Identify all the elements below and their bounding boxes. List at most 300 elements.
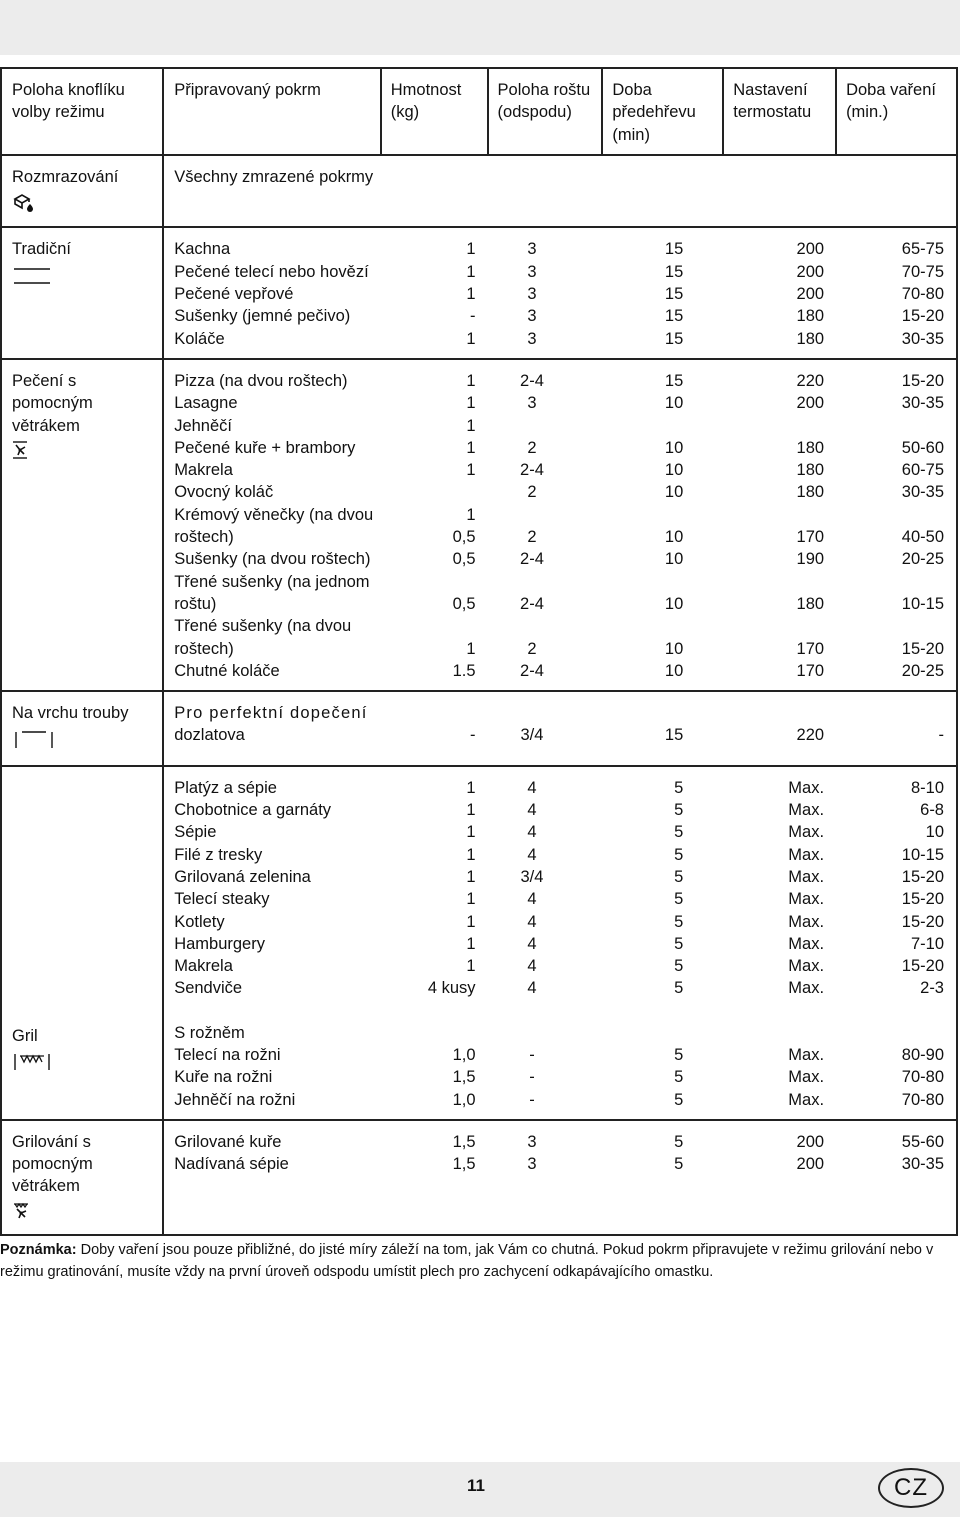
weight-line: 1	[466, 262, 476, 281]
time-line: 30-35	[901, 394, 944, 413]
thermo-line: 180	[796, 594, 825, 613]
time-line: 10-15	[901, 594, 944, 613]
food-line: Třené sušenky (na dvou	[174, 617, 352, 636]
mode-row	[1, 691, 957, 766]
weight-line	[381, 571, 488, 593]
food-line: Kachna	[174, 240, 231, 259]
food-line: Telecí steaky	[174, 890, 270, 909]
food-line: Grilovaná zelenina	[174, 867, 311, 886]
time-line: 15-20	[901, 890, 944, 909]
food-line: Pečené kuře + brambory	[174, 438, 356, 457]
weight-line: -	[470, 726, 476, 745]
weight-line: 1	[466, 957, 476, 976]
weight-line: 1	[466, 240, 476, 259]
spit-title: S rožněm	[174, 1023, 245, 1042]
food-line: Koláče	[174, 329, 225, 348]
preheat-line: 5	[674, 1155, 684, 1174]
rack-line	[498, 571, 593, 593]
time-line: 40-50	[901, 528, 944, 547]
preheat-line	[612, 571, 713, 593]
rack-line: 2	[527, 528, 537, 547]
time-line: 30-35	[901, 483, 944, 502]
weight-cell	[381, 1120, 488, 1235]
time-line	[846, 615, 944, 637]
food-line: Třené sušenky (na jednom	[174, 572, 370, 591]
mode-cell	[1, 691, 163, 766]
rack-line: 4	[527, 890, 537, 909]
rack-line: 4	[527, 778, 537, 797]
thermo-line	[733, 571, 826, 593]
thermo-line: Max.	[788, 867, 825, 886]
food-line: Lasagne	[174, 394, 238, 413]
rack-cell	[488, 227, 603, 358]
food-cell	[163, 359, 381, 691]
fan-grill-icon	[12, 1202, 152, 1226]
rack-line: 4	[527, 957, 537, 976]
time-line	[846, 166, 944, 188]
mode-row	[1, 359, 957, 691]
preheat-line: 10	[664, 394, 684, 413]
weight-line: 1	[466, 329, 476, 348]
rack-line: 2	[527, 639, 537, 658]
weight-cell	[381, 227, 488, 358]
rack-line: 3/4	[520, 726, 544, 745]
note	[0, 1240, 958, 1283]
weight-line: 1,5	[452, 1068, 476, 1087]
weight-line: -	[470, 307, 476, 326]
rack-line	[498, 504, 593, 526]
mode-row	[1, 1120, 957, 1235]
food-line: Jehněčí	[174, 416, 232, 435]
preheat-line: 5	[674, 934, 684, 953]
thermo-line: 170	[796, 528, 825, 547]
rack-line: 2-4	[520, 550, 544, 569]
time-line: 15-20	[901, 867, 944, 886]
time-line: 8-10	[910, 778, 944, 797]
top-heat-icon	[12, 728, 152, 756]
rack-cell	[488, 691, 603, 766]
preheat-line: 5	[674, 1045, 684, 1064]
weight-line: 1	[466, 416, 476, 435]
rack-line: 4	[527, 845, 537, 864]
preheat-line: 5	[674, 845, 684, 864]
preheat-line: 10	[664, 594, 684, 613]
rack-line: 2	[527, 438, 537, 457]
food-line: Filé z tresky	[174, 845, 263, 864]
food-line: Jehněčí na rožni	[174, 1090, 296, 1109]
header-thermostat: Nastavení termostatu	[723, 68, 836, 155]
weight-line: 1	[466, 778, 476, 797]
mode-name: Pečení s pomocným větrákem	[12, 371, 93, 435]
time-line: 20-25	[901, 661, 944, 680]
mode-cell	[1, 1120, 163, 1235]
time-line: 50-60	[901, 438, 944, 457]
thermo-cell	[723, 359, 836, 691]
spacer-line	[612, 1022, 713, 1044]
preheat-line: 15	[664, 307, 684, 326]
rack-line: 4	[527, 934, 537, 953]
food-line: Pečené vepřové	[174, 285, 294, 304]
time-line: 60-75	[901, 461, 944, 480]
rack-line: 3	[527, 240, 537, 259]
thermo-line: 200	[796, 394, 825, 413]
weight-cell	[381, 766, 488, 1120]
time-line: 10	[925, 823, 944, 842]
rack-line: 4	[527, 912, 537, 931]
thermo-line: 170	[796, 661, 825, 680]
thermo-line: 180	[796, 329, 825, 348]
thermo-cell	[723, 227, 836, 358]
weight-line: 1.5	[452, 661, 476, 680]
preheat-cell	[602, 227, 723, 358]
thermo-cell	[723, 155, 836, 228]
preheat-cell	[602, 691, 723, 766]
preheat-line: 10	[664, 550, 684, 569]
mode-name: Rozmrazování	[12, 167, 119, 186]
mode-row	[1, 766, 957, 1120]
mode-cell	[1, 155, 163, 228]
time-line: 65-75	[901, 240, 944, 259]
food-line: Sušenky (na dvou roštech)	[174, 550, 371, 569]
thermo-line: 180	[796, 461, 825, 480]
weight-line: 0,5	[452, 550, 476, 569]
weight-line: 1	[466, 823, 476, 842]
thermo-line	[733, 615, 826, 637]
preheat-line	[612, 702, 713, 724]
rack-line: 4	[527, 979, 537, 998]
language-badge: CZ	[878, 1468, 944, 1508]
food-line: Sušenky (jemné pečivo)	[174, 307, 351, 326]
header-rack: Poloha roštu (odspodu)	[488, 68, 603, 155]
weight-line: 1	[466, 845, 476, 864]
grill-icon	[12, 1051, 152, 1079]
time-line: 15-20	[901, 371, 944, 390]
food-line: Makrela	[174, 461, 233, 480]
food-line: Pizza (na dvou roštech)	[174, 371, 348, 390]
header-weight: Hmotnost (kg)	[381, 68, 488, 155]
time-line: -	[938, 726, 944, 745]
thermo-line: Max.	[788, 778, 825, 797]
time-line	[846, 415, 944, 437]
food-cell	[163, 155, 381, 228]
thermo-cell	[723, 1120, 836, 1235]
food-line: Platýz a sépie	[174, 778, 277, 797]
top-band	[0, 0, 960, 55]
time-line: 10-15	[901, 845, 944, 864]
food-line: Kuře na rožni	[174, 1068, 273, 1087]
thermo-line: 190	[796, 550, 825, 569]
rack-line: 2-4	[520, 461, 544, 480]
thermo-line: 200	[796, 262, 825, 281]
preheat-line: 10	[664, 483, 684, 502]
preheat-line: 15	[664, 285, 684, 304]
time-line: 70-80	[901, 1068, 944, 1087]
time-line: 30-35	[901, 329, 944, 348]
time-line: 7-10	[910, 934, 944, 953]
rack-line: -	[529, 1068, 535, 1087]
time-cell	[836, 155, 957, 228]
weight-line: 1	[466, 371, 476, 390]
rack-line: 3	[527, 1132, 537, 1151]
food-line: roštech)	[174, 528, 234, 547]
weight-line: 1,5	[452, 1132, 476, 1151]
rack-cell	[488, 359, 603, 691]
thermo-line	[733, 702, 826, 724]
thermo-line	[733, 166, 826, 188]
thermo-line: Max.	[788, 934, 825, 953]
rack-cell	[488, 766, 603, 1120]
food-line: Pečené telecí nebo hovězí	[174, 262, 369, 281]
mode-cell	[1, 227, 163, 358]
thermo-line: 200	[796, 1155, 825, 1174]
defrost-icon	[12, 192, 152, 218]
rack-line: 3	[527, 262, 537, 281]
header-time: Doba vaření (min.)	[836, 68, 957, 155]
fan-bake-icon	[12, 441, 152, 465]
header-food: Připravovaný pokrm	[163, 68, 381, 155]
thermo-line: 180	[796, 438, 825, 457]
preheat-line: 5	[674, 890, 684, 909]
food-line: roštech)	[174, 639, 234, 658]
weight-line: 1,5	[452, 1155, 476, 1174]
rack-line: 2	[527, 483, 537, 502]
thermo-line	[733, 415, 826, 437]
time-cell	[836, 691, 957, 766]
food-line: Chobotnice a garnáty	[174, 801, 332, 820]
time-line: 70-80	[901, 1090, 944, 1109]
rack-line: -	[529, 1090, 535, 1109]
weight-cell	[381, 155, 488, 228]
weight-line: 1	[466, 285, 476, 304]
preheat-line: 10	[664, 661, 684, 680]
page-number: 11	[467, 1476, 485, 1495]
time-line: 2-3	[920, 979, 944, 998]
preheat-line: 5	[674, 823, 684, 842]
preheat-line: 10	[664, 438, 684, 457]
weight-line: 0,5	[452, 528, 476, 547]
rack-line	[498, 415, 593, 437]
food-line: Pro perfektní dopečení	[174, 704, 368, 723]
time-cell	[836, 359, 957, 691]
food-line: dozlatova	[174, 726, 245, 745]
preheat-line: 15	[664, 726, 684, 745]
thermo-line: 220	[796, 371, 825, 390]
rack-line: 3	[527, 1155, 537, 1174]
preheat-line	[612, 415, 713, 437]
thermo-line: 200	[796, 1132, 825, 1151]
preheat-line: 5	[674, 1132, 684, 1151]
time-line: 70-80	[901, 285, 944, 304]
time-line: 15-20	[901, 912, 944, 931]
food-line: Grilované kuře	[174, 1132, 282, 1151]
thermo-line: Max.	[788, 1045, 825, 1064]
time-line: 30-35	[901, 1155, 944, 1174]
weight-line	[381, 702, 488, 724]
food-line: Makrela	[174, 957, 233, 976]
thermo-line: Max.	[788, 1090, 825, 1109]
weight-line: 1	[466, 438, 476, 457]
mode-name: Na vrchu trouby	[12, 704, 129, 723]
cooking-table	[0, 67, 958, 1236]
preheat-line: 10	[664, 639, 684, 658]
weight-line: 1	[466, 890, 476, 909]
preheat-line: 5	[674, 867, 684, 886]
rack-line: -	[529, 1045, 535, 1064]
food-line: Sépie	[174, 823, 217, 842]
weight-line: 1	[466, 912, 476, 931]
thermo-line: Max.	[788, 1068, 825, 1087]
preheat-line: 5	[674, 1068, 684, 1087]
thermo-line: Max.	[788, 912, 825, 931]
traditional-icon	[12, 265, 152, 293]
spacer-line	[498, 1022, 593, 1044]
rack-line: 4	[527, 801, 537, 820]
preheat-line: 10	[664, 528, 684, 547]
rack-line	[498, 615, 593, 637]
weight-cell	[381, 691, 488, 766]
food-line: Telecí na rožni	[174, 1045, 281, 1064]
preheat-line: 15	[664, 240, 684, 259]
time-line	[846, 504, 944, 526]
rack-line: 2-4	[520, 661, 544, 680]
weight-line	[381, 166, 488, 188]
time-line: 70-75	[901, 262, 944, 281]
rack-line: 2-4	[520, 371, 544, 390]
rack-line: 3	[527, 307, 537, 326]
thermo-line: 170	[796, 639, 825, 658]
food-cell	[163, 766, 381, 1120]
weight-cell	[381, 359, 488, 691]
food-line: Nadívaná sépie	[174, 1155, 289, 1174]
preheat-line: 15	[664, 371, 684, 390]
rack-line: 2-4	[520, 594, 544, 613]
weight-line: 1	[466, 801, 476, 820]
preheat-line: 10	[664, 461, 684, 480]
thermo-line: 180	[796, 483, 825, 502]
mode-row	[1, 155, 957, 228]
mode-cell	[1, 359, 163, 691]
thermo-line	[733, 504, 826, 526]
food-line: Hamburgery	[174, 934, 265, 953]
spacer-line	[846, 1022, 944, 1044]
thermo-line: 220	[796, 726, 825, 745]
preheat-line: 5	[674, 778, 684, 797]
thermo-line: Max.	[788, 890, 825, 909]
weight-line: 1,0	[452, 1045, 476, 1064]
spacer-line	[381, 1022, 488, 1044]
time-cell	[836, 227, 957, 358]
thermo-line: 180	[796, 307, 825, 326]
preheat-line: 15	[664, 262, 684, 281]
preheat-line: 5	[674, 912, 684, 931]
preheat-cell	[602, 155, 723, 228]
weight-line: 0,5	[452, 594, 476, 613]
time-cell	[836, 1120, 957, 1235]
time-line: 55-60	[901, 1132, 944, 1151]
weight-line: 1	[466, 934, 476, 953]
thermo-line: Max.	[788, 845, 825, 864]
weight-line: 1	[466, 505, 476, 524]
preheat-line: 5	[674, 801, 684, 820]
food-cell	[163, 227, 381, 358]
weight-line: 1	[466, 867, 476, 886]
thermo-line: Max.	[788, 801, 825, 820]
rack-line	[498, 166, 593, 188]
rack-line: 3/4	[520, 867, 544, 886]
rack-line: 3	[527, 329, 537, 348]
preheat-cell	[602, 359, 723, 691]
time-line	[846, 702, 944, 724]
weight-line: 4 kusy	[427, 979, 476, 998]
thermo-line: 200	[796, 285, 825, 304]
preheat-line: 5	[674, 979, 684, 998]
mode-name: Grilování s pomocným větrákem	[12, 1132, 93, 1196]
rack-cell	[488, 155, 603, 228]
note-text: Doby vaření jsou pouze přibližné, do jisté míry záleží na tom, jak Vám co chutná. Pokud pokrm připravujete v režimu grilování nebo v režimu gratinování, musíte vždy na první úroveň odspodu umístit plech pro zachycení odkapávajícího omastku.	[0, 1242, 934, 1280]
weight-line: 1	[466, 461, 476, 480]
spacer-line	[733, 1022, 826, 1044]
weight-line	[381, 615, 488, 637]
preheat-line: 5	[674, 1090, 684, 1109]
header-preheat: Doba předehřevu (min)	[602, 68, 723, 155]
thermo-cell	[723, 766, 836, 1120]
food-line: Ovocný koláč	[174, 483, 274, 502]
food-cell	[163, 1120, 381, 1235]
preheat-line	[612, 615, 713, 637]
rack-line	[498, 702, 593, 724]
time-line	[846, 571, 944, 593]
table-header-row	[1, 68, 957, 155]
preheat-line: 5	[674, 957, 684, 976]
time-line: 15-20	[901, 639, 944, 658]
preheat-cell	[602, 766, 723, 1120]
mode-name: Gril	[12, 1026, 38, 1045]
preheat-line	[612, 504, 713, 526]
weight-line: 1,0	[452, 1090, 476, 1109]
preheat-line: 15	[664, 329, 684, 348]
food-line: Krémový věnečky (na dvou	[174, 505, 374, 524]
thermo-line: 200	[796, 240, 825, 259]
mode-cell	[1, 766, 163, 1120]
thermo-line: Max.	[788, 957, 825, 976]
thermo-line: Max.	[788, 979, 825, 998]
food-line: roštu)	[174, 594, 217, 613]
food-line: Sendviče	[174, 979, 243, 998]
time-line: 80-90	[901, 1045, 944, 1064]
food-line: Chutné koláče	[174, 661, 280, 680]
thermo-line: Max.	[788, 823, 825, 842]
food-line: Všechny zmrazené pokrmy	[174, 167, 374, 186]
weight-line	[381, 481, 488, 503]
time-line: 6-8	[920, 801, 944, 820]
time-cell	[836, 766, 957, 1120]
weight-line: 1	[466, 639, 476, 658]
mode-name: Tradiční	[12, 240, 71, 259]
thermo-cell	[723, 691, 836, 766]
food-line: Kotlety	[174, 912, 225, 931]
note-label: Poznámka:	[0, 1242, 77, 1258]
time-line: 15-20	[901, 957, 944, 976]
time-line: 15-20	[901, 307, 944, 326]
preheat-cell	[602, 1120, 723, 1235]
rack-cell	[488, 1120, 603, 1235]
header-mode: Poloha knoflíku volby režimu	[1, 68, 163, 155]
rack-line: 4	[527, 823, 537, 842]
preheat-line	[612, 166, 713, 188]
food-cell	[163, 691, 381, 766]
rack-line: 3	[527, 285, 537, 304]
time-line: 20-25	[901, 550, 944, 569]
